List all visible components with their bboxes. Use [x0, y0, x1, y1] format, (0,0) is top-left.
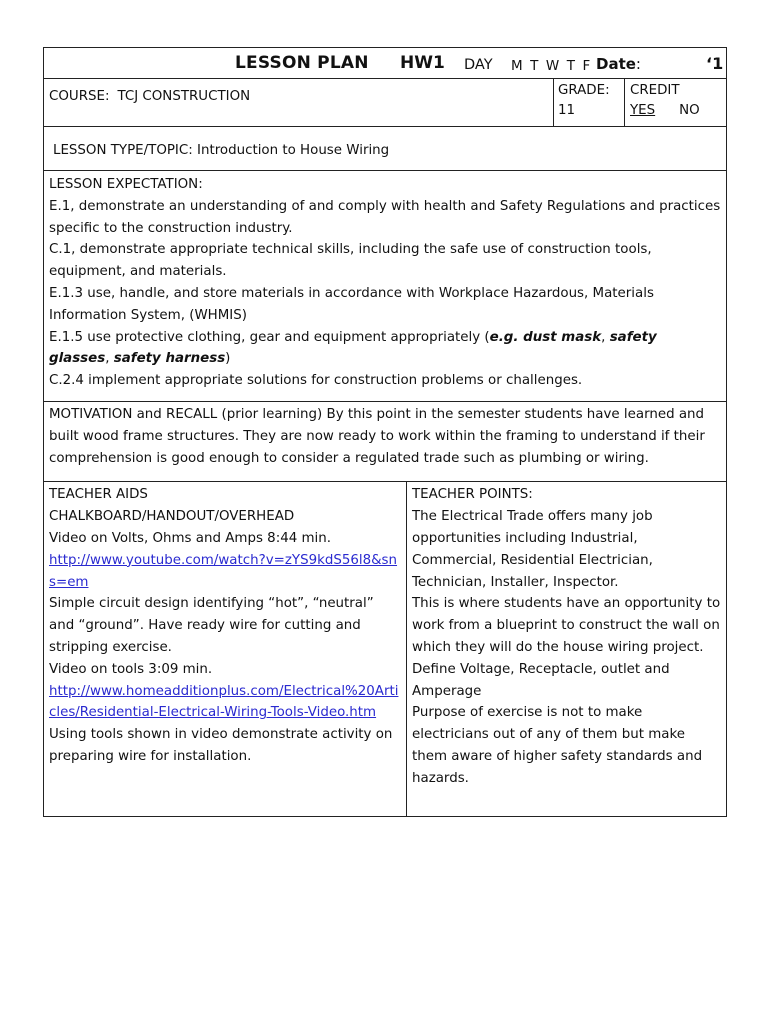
expectation-c1: C.1, demonstrate appropriate technical skills, including the safe use of construction tools, equipment, and materials.: [49, 242, 652, 280]
e15-dust-mask: e.g. dust mask: [489, 329, 602, 345]
e15-close: ): [225, 351, 231, 367]
expectation-e15: [49, 327, 721, 371]
teacher-points-title: TEACHER POINTS:: [412, 487, 533, 503]
date-label: [596, 54, 641, 76]
e15-safety-harness: safety harness: [113, 351, 226, 367]
credit-cell: [625, 79, 727, 127]
course-label: COURSE:: [49, 89, 110, 104]
teacher-row: [44, 482, 727, 817]
teacher-aids-video-2: Video on tools 3:09 min.: [49, 661, 213, 677]
credit-yes: YES: [630, 103, 656, 118]
teacher-aids-cell: [44, 482, 407, 817]
course-cell: [44, 79, 554, 127]
teacher-aids-video-1: Video on Volts, Ohms and Amps 8:44 min.: [49, 530, 332, 546]
youtube-video-link[interactable]: http://www.youtube.com/watch?v=zYS9kdS56l8&sns=em: [49, 552, 398, 590]
credit-no: NO: [679, 103, 700, 118]
topic-value: Introduction to House Wiring: [197, 143, 390, 158]
motivation-text: MOTIVATION and RECALL (prior learning) By this point in the semester students have learned and built wood frame structures. They are now ready to work within the framing to understand if their comprehension is good enough to consider a regulated trade such as plumbing or wiring.: [49, 406, 705, 466]
expectation-label: LESSON EXPECTATION:: [49, 177, 203, 192]
date-colon: :: [635, 55, 641, 73]
day-label: DAY: [464, 57, 493, 73]
expectation-c24: C.2.4 implement appropriate solutions for construction problems or challenges.: [49, 373, 583, 389]
teacher-aids-title: TEACHER AIDS: [49, 487, 148, 503]
teacher-points-trade: The Electrical Trade offers many job opportunities including Industrial, Commercial, Residential Electrician, Technician, Installer, Inspector.: [412, 509, 653, 590]
e15-text: E.1.5 use protective clothing, gear and equipment appropriately (: [49, 329, 490, 345]
teacher-points-blueprint: This is where students have an opportunity to work from a blueprint to construct the wall on which they will do the house wiring project.: [412, 596, 721, 655]
topic-label: LESSON TYPE/TOPIC:: [53, 143, 193, 158]
motivation-row: [44, 401, 727, 481]
lesson-plan-title: LESSON PLAN: [235, 53, 369, 73]
teacher-aids-activity: Using tools shown in video demonstrate activity on preparing wire for installation.: [49, 727, 393, 764]
homework-id: HW1: [400, 53, 445, 73]
lesson-plan-sheet: [43, 47, 726, 817]
teacher-points-purpose: Purpose of exercise is not to make electricians out of any of them but make them aware of higher safety standards and hazards.: [412, 705, 703, 786]
grade-value: 11: [558, 103, 576, 118]
teacher-aids-circuit: Simple circuit design identifying “hot”, “neutral” and “ground”. Have ready wire for cutting and stripping exercise.: [49, 596, 374, 655]
expectation-e13: E.1.3 use, handle, and store materials in accordance with Workplace Hazardous, Materials Information System, (WHMIS): [49, 285, 654, 323]
teacher-points-cell: [407, 482, 727, 817]
date-label-text: Date: [596, 55, 636, 73]
teacher-points-define: Define Voltage, Receptacle, outlet and Amperage: [412, 661, 670, 699]
expectation-cell: [44, 171, 727, 402]
expectation-e1: E.1, demonstrate an understanding of and comply with health and Safety Regulations and practices specific to the construction industry.: [49, 198, 721, 236]
date-value: ‘1: [706, 54, 724, 73]
motivation-cell: [44, 401, 727, 481]
weekday-options: M T W T F: [511, 58, 592, 74]
title-row: [44, 48, 727, 79]
title-cell: [44, 48, 727, 79]
grade-cell: [554, 79, 625, 127]
expectation-row: [44, 171, 727, 402]
credit-label: CREDIT: [630, 83, 680, 98]
lesson-plan-table: [43, 47, 727, 817]
grade-label: GRADE:: [558, 83, 610, 98]
e15-safety-glasses: safety glasses: [49, 329, 657, 367]
course-value: TCJ CONSTRUCTION: [117, 89, 251, 104]
topic-row: [44, 127, 727, 171]
tools-video-link[interactable]: http://www.homeadditionplus.com/Electrical%20Articles/Residential-Electrical-Wiring-Tools-Video.htm: [49, 683, 399, 721]
e15-comma-2: ,: [105, 351, 114, 367]
e15-comma-1: ,: [601, 329, 610, 345]
topic-cell: [44, 127, 727, 171]
teacher-aids-materials: CHALKBOARD/HANDOUT/OVERHEAD: [49, 509, 295, 525]
course-row: [44, 79, 727, 127]
